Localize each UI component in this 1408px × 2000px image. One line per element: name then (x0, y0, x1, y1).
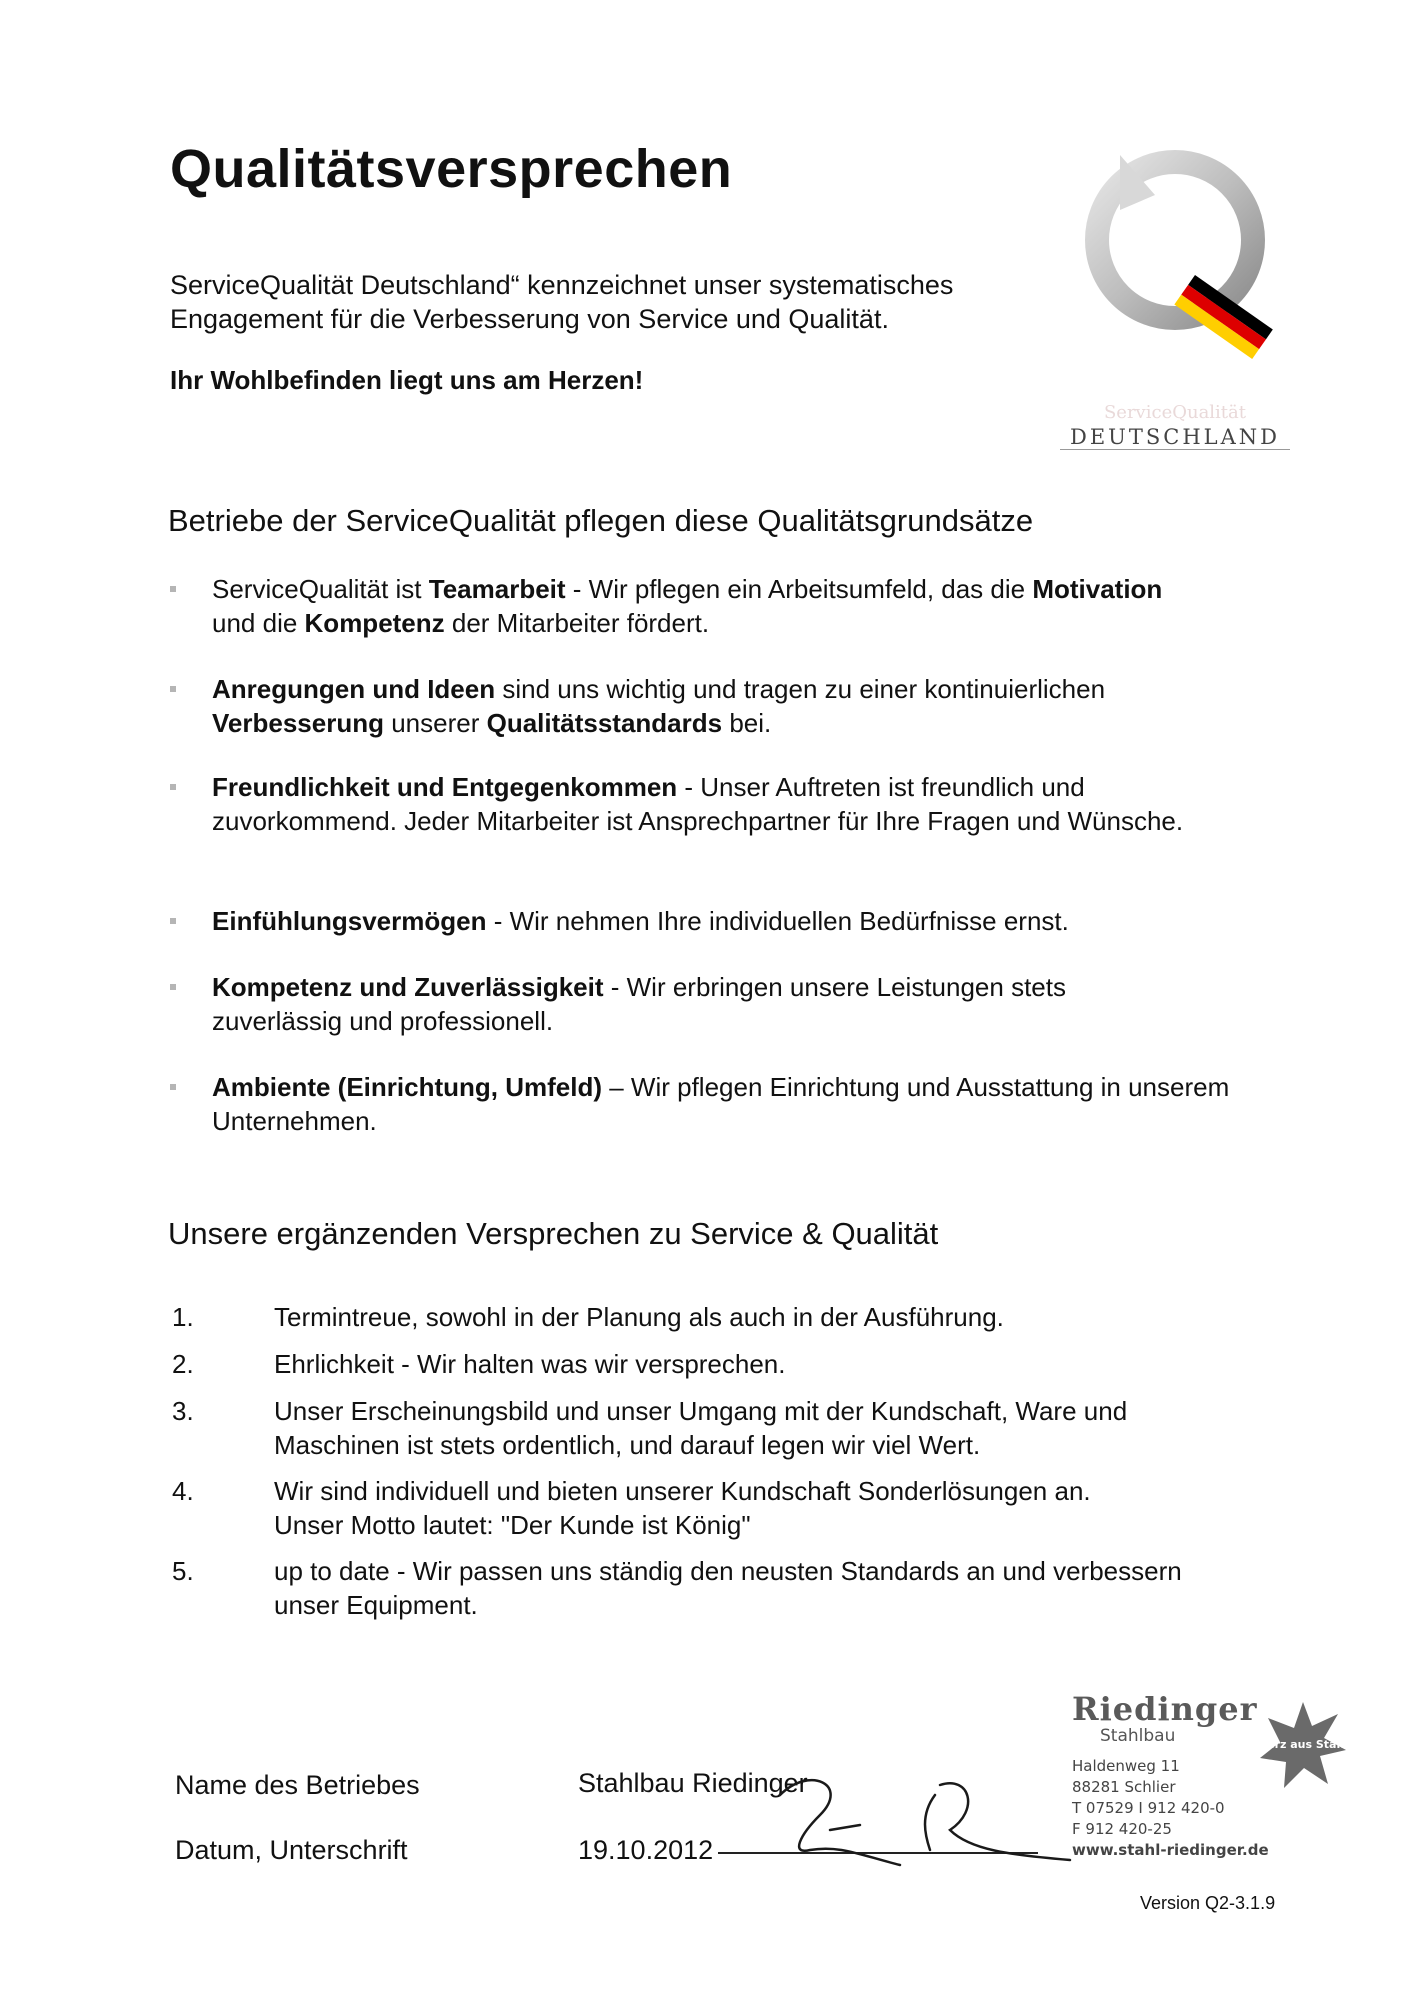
company-address: Haldenweg 11 88281 Schlier T 07529 I 912 420-0 F 912 420-25 www.stahl-riedinger.de (1072, 1756, 1282, 1861)
company-logo-name: Riedinger (1072, 1690, 1258, 1728)
principles-heading: Betriebe der ServiceQualität pflegen diese Qualitätsgrundsätze (168, 503, 1034, 538)
svg-text:Herz aus Stahl: Herz aus Stahl (1258, 1738, 1348, 1751)
intro-line-1: ServiceQualität Deutschland“ kennzeichnet unser systematisches (170, 270, 954, 300)
company-sub: Stahlbau (1100, 1726, 1176, 1746)
date-value: 19.10.2012 (578, 1835, 714, 1865)
numbered-item: 3. Unser Erscheinungsbild und unser Umgang mit der Kundschaft, Ware und Maschinen ist stets ordentlich, und darauf legen wir viel Wert. (172, 1396, 1128, 1460)
page-title: Qualitätsversprechen (170, 139, 733, 199)
list-item: ServiceQualität ist Teamarbeit - Wir pflegen ein Arbeitsumfeld, das die Motivation und die Kompetenz der Mitarbeiter fördert. (170, 572, 1280, 640)
list-item: Einfühlungsvermögen - Wir nehmen Ihre individuellen Bedürfnisse ernst. (170, 904, 1280, 938)
date-signature-label: Datum, Unterschrift (175, 1835, 408, 1865)
company-web: www.stahl-riedinger.de (1072, 1841, 1269, 1859)
bullet-icon (170, 1084, 176, 1090)
company-stamp (1072, 1690, 1282, 1861)
handwritten-signature (770, 1755, 1080, 1870)
intro-text (170, 268, 1070, 336)
company-name-value: Stahlbau Riedinger (578, 1768, 808, 1798)
numbered-item: 5. up to date - Wir passen uns ständig den neusten Standards an und verbessern unser Equipment. (172, 1556, 1182, 1620)
numbered-item: 2. Ehrlichkeit - Wir halten was wir versprechen. (172, 1349, 786, 1379)
logo-line-1: ServiceQualität (1103, 402, 1247, 423)
company-name-label: Name des Betriebes (175, 1770, 420, 1800)
promises-heading: Unsere ergänzenden Versprechen zu Service & Qualität (168, 1216, 939, 1251)
numbered-item: 1. Termintreue, sowohl in der Planung als auch in der Ausführung. (172, 1302, 1004, 1332)
bullet-icon (170, 784, 176, 790)
intro-line-2: Engagement für die Verbesserung von Service und Qualität. (170, 304, 889, 334)
list-item: Kompetenz und Zuverlässigkeit - Wir erbringen unsere Leistungen stets zuverlässig und professionell. (170, 970, 1200, 1038)
numbered-item: 4. Wir sind individuell und bieten unserer Kundschaft Sonderlösungen an. Unser Motto lautet: "Der Kunde ist König" (172, 1476, 1091, 1540)
logo-line-2: DEUTSCHLAND (1060, 425, 1290, 450)
bullet-icon (170, 586, 176, 592)
bullet-icon (170, 984, 176, 990)
servicequalitaet-logo (1060, 135, 1300, 465)
list-item: Anregungen und Ideen sind uns wichtig und tragen zu einer kontinuierlichen Verbesserung unserer Qualitätsstandards bei. (170, 672, 1280, 740)
herz-aus-stahl-badge (1258, 1700, 1348, 1790)
list-item: Ambiente (Einrichtung, Umfeld) – Wir pflegen Einrichtung und Ausstattung in unserem Unternehmen. (170, 1070, 1290, 1138)
version-label: Version Q2-3.1.9 (1140, 1893, 1276, 1913)
q-ring-icon (1060, 135, 1300, 435)
list-item: Freundlichkeit und Entgegenkommen - Unser Auftreten ist freundlich und zuvorkommend. Jeder Mitarbeiter ist Ansprechpartner für Ihre Fragen und Wünsche. (170, 770, 1190, 838)
bullet-icon (170, 918, 176, 924)
motto: Ihr Wohlbefinden liegt uns am Herzen! (170, 365, 644, 395)
bullet-icon (170, 686, 176, 692)
